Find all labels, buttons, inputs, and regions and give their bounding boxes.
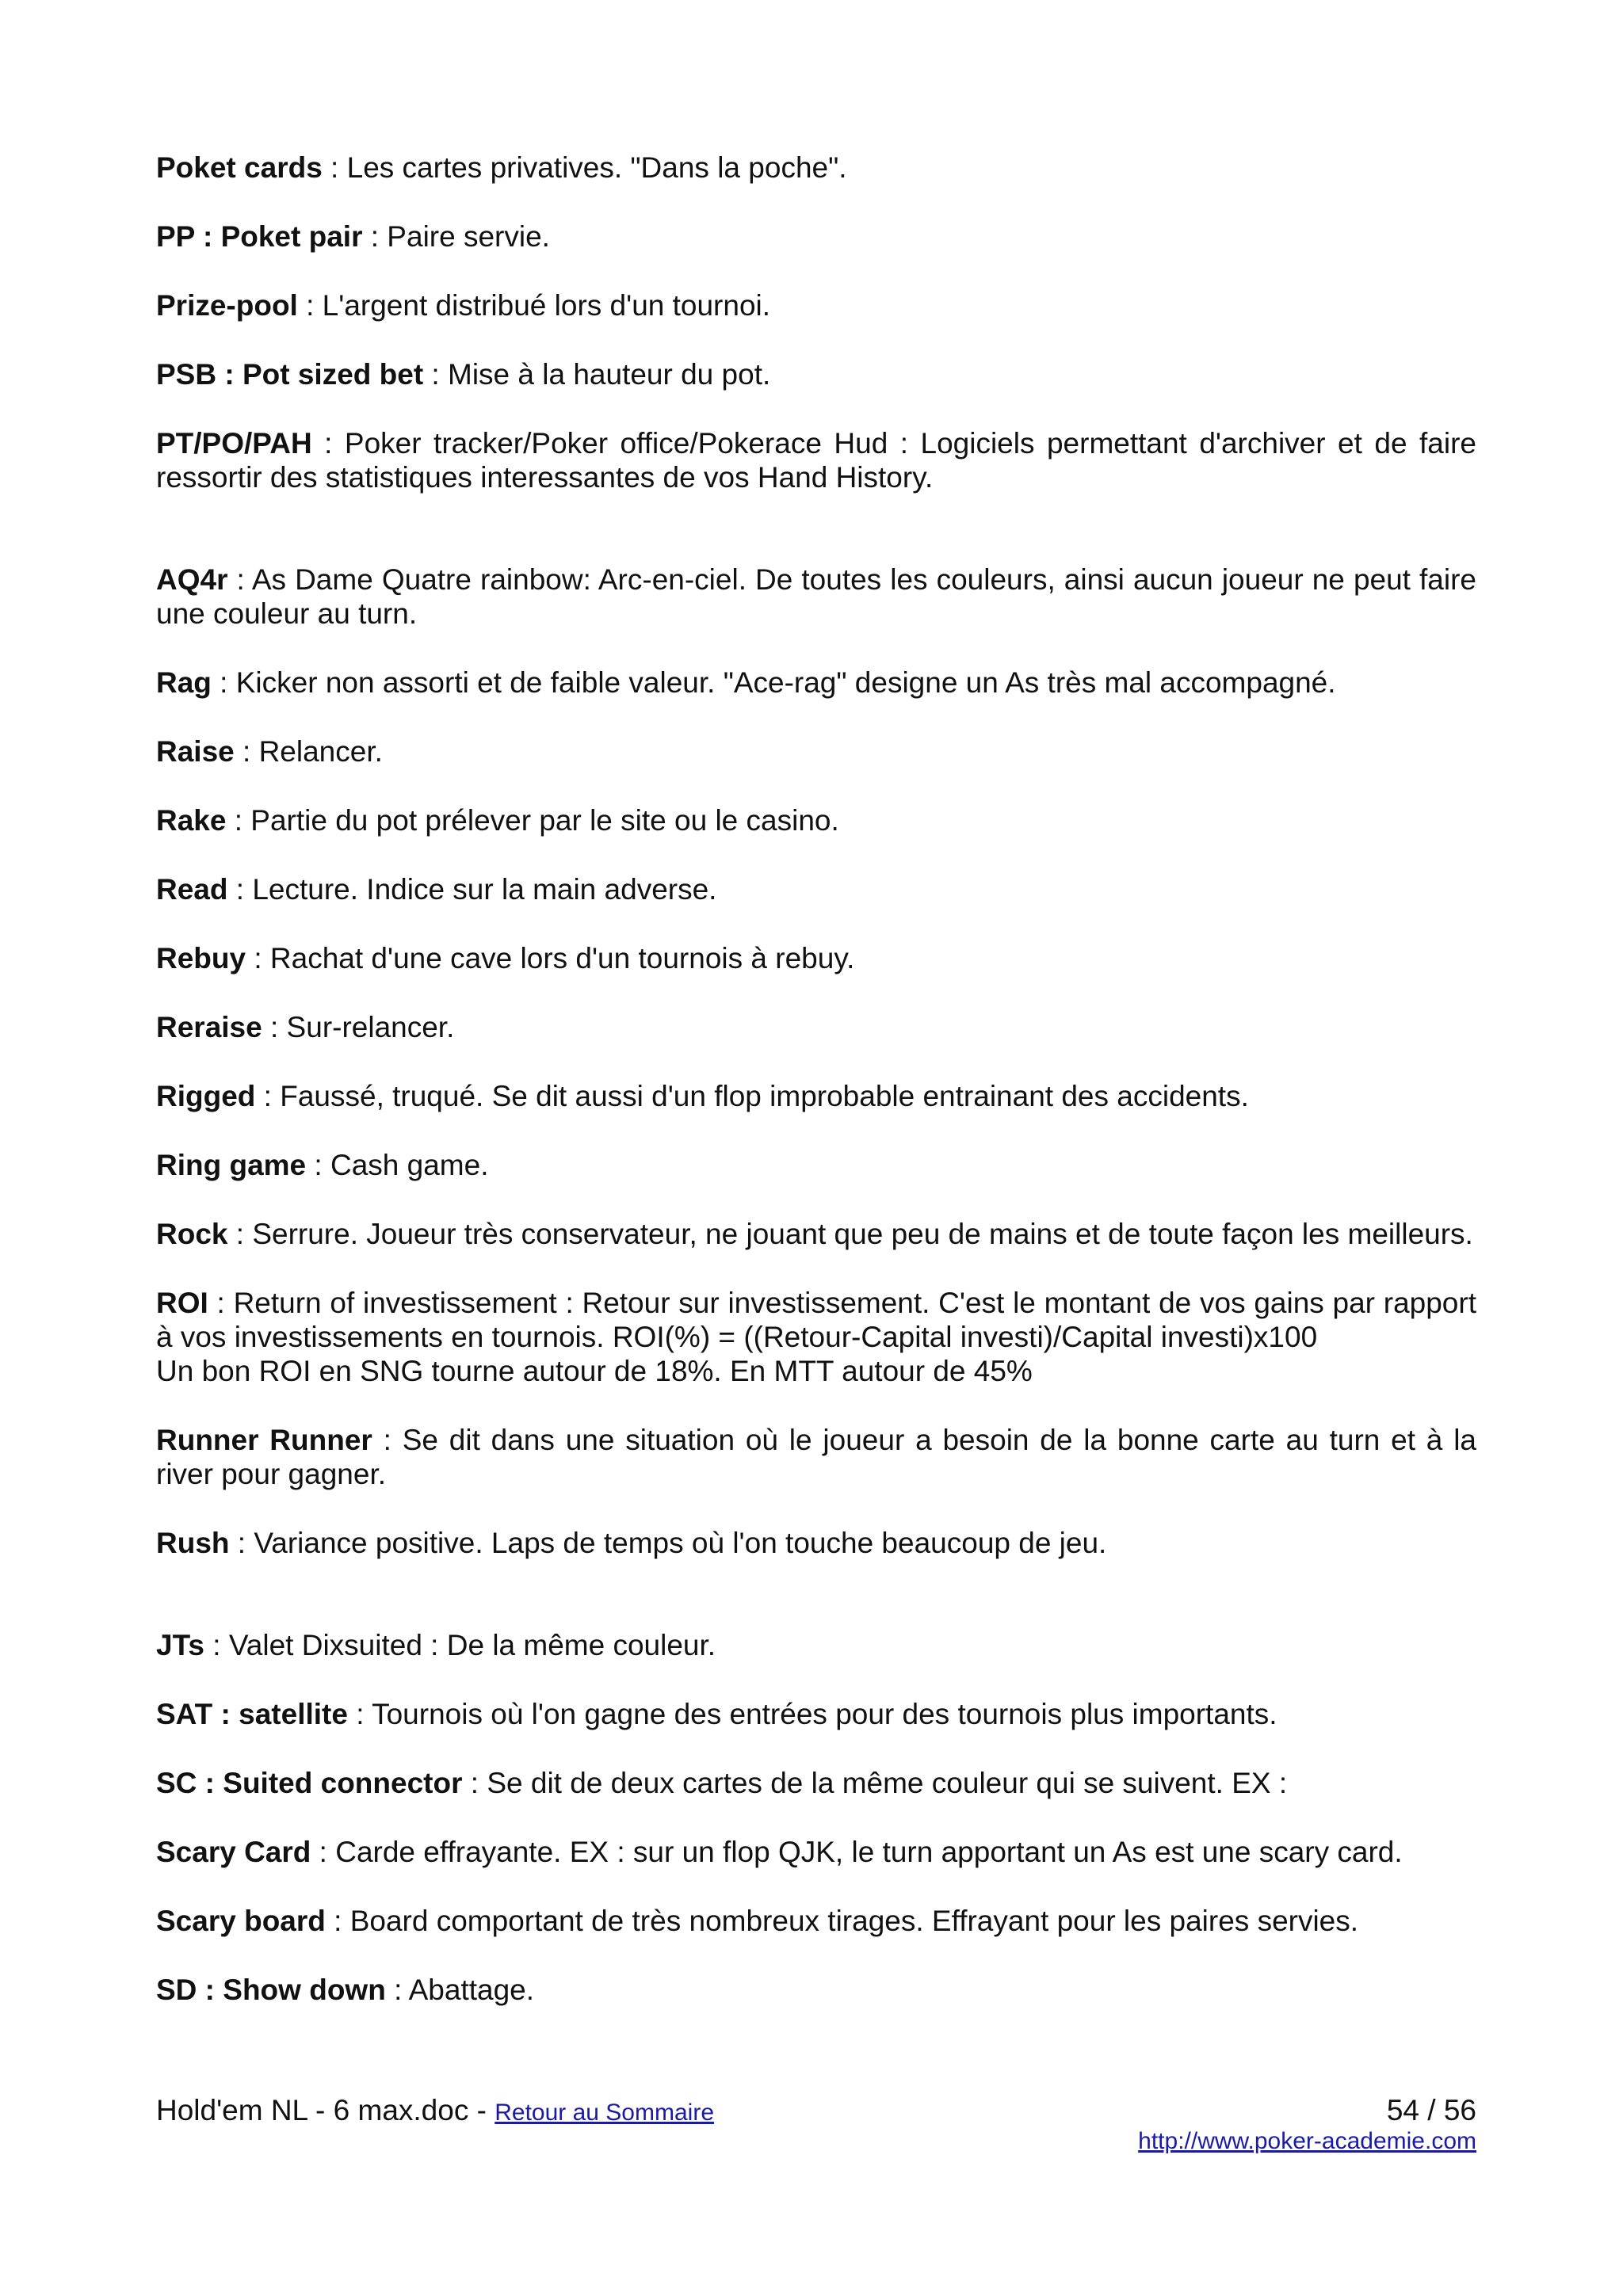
glossary-definition: : Se dit de deux cartes de la même couleur qui se suivent. EX : <box>462 1767 1288 1799</box>
glossary-definition: : Carde effrayante. EX : sur un flop QJK, le turn apportant un As est une scary card. <box>311 1836 1403 1868</box>
glossary-entry <box>156 1079 1476 1113</box>
glossary-term: PSB : Pot sized bet <box>156 358 424 391</box>
glossary-entry <box>156 734 1476 769</box>
glossary-term: Rigged <box>156 1080 256 1112</box>
glossary-term: Rag <box>156 666 212 699</box>
glossary-definition: : Variance positive. Laps de temps où l'on touche beaucoup de jeu. <box>229 1527 1107 1559</box>
glossary-entry <box>156 151 1476 185</box>
glossary-term: Rush <box>156 1527 230 1559</box>
glossary-entry <box>156 1904 1476 1938</box>
glossary-entry <box>156 1628 1476 1662</box>
glossary-definition: : As Dame Quatre rainbow: Arc-en-ciel. De toutes les couleurs, ainsi aucun joueur ne peut faire une couleur au turn. <box>156 563 1476 630</box>
glossary-definition: : Partie du pot prélever par le site ou le casino. <box>226 804 839 837</box>
glossary-entry <box>156 872 1476 906</box>
glossary-entry <box>156 666 1476 700</box>
glossary-entry <box>156 1835 1476 1869</box>
glossary-term: Scary Card <box>156 1836 311 1868</box>
glossary-entry <box>156 1766 1476 1800</box>
glossary-entry <box>156 288 1476 322</box>
glossary-definition: : Board comportant de très nombreux tirages. Effrayant pour les paires servies. <box>325 1905 1359 1937</box>
glossary-definition: : Les cartes privatives. "Dans la poche". <box>322 151 847 184</box>
glossary-entry <box>156 1286 1476 1388</box>
glossary-definition: : Mise à la hauteur du pot. <box>423 358 771 391</box>
glossary-definition: : Serrure. Joueur très conservateur, ne jouant que peu de mains et de toute façon les meilleurs. <box>227 1218 1473 1250</box>
glossary-definition: : Valet Dixsuited : De la même couleur. <box>204 1629 716 1661</box>
glossary-entry <box>156 1217 1476 1251</box>
glossary-term: Read <box>156 873 228 906</box>
glossary-entry <box>156 1423 1476 1491</box>
glossary-entry <box>156 803 1476 837</box>
site-link[interactable]: http://www.poker-academie.com <box>1138 2128 1476 2154</box>
glossary-entry <box>156 941 1476 975</box>
glossary-term: Ring game <box>156 1149 307 1181</box>
glossary-definition: : Cash game. <box>306 1149 489 1181</box>
glossary-definition: : Relancer. <box>234 735 383 768</box>
glossary-term: SC : Suited connector <box>156 1767 463 1799</box>
glossary-term: Reraise <box>156 1011 262 1043</box>
glossary-term: PT/PO/PAH <box>156 427 312 460</box>
page-number: 54 / 56 <box>1386 2094 1476 2126</box>
glossary-definition: : Rachat d'une cave lors d'un tournois à rebuy. <box>246 942 855 974</box>
glossary-definition: : Sur-relancer. <box>262 1011 455 1043</box>
glossary-entry <box>156 1148 1476 1182</box>
glossary-content <box>156 151 1476 2042</box>
glossary-definition-extra: Un bon ROI en SNG tourne autour de 18%. En MTT autour de 45% <box>156 1355 1033 1387</box>
glossary-term: JTs <box>156 1629 205 1661</box>
glossary-definition: : Se dit dans une situation où le joueur a besoin de la bonne carte au turn et à la river pour gagner. <box>156 1424 1476 1490</box>
glossary-term: Runner Runner <box>156 1424 372 1456</box>
glossary-term: Rebuy <box>156 942 246 974</box>
glossary-term: Rake <box>156 804 227 837</box>
page-footer <box>156 2093 1476 2164</box>
glossary-definition: : Return of investissement : Retour sur investissement. C'est le montant de vos gains par rapport à vos investissements en tournois. ROI(%) = ((Retour-Capital investi)/Capital investi)x100 <box>156 1287 1476 1353</box>
glossary-definition: : Tournois où l'on gagne des entrées pour des tournois plus importants. <box>347 1698 1277 1730</box>
footer-right <box>1138 2093 1476 2156</box>
glossary-definition: : Paire servie. <box>362 220 550 253</box>
glossary-entry <box>156 1973 1476 2007</box>
glossary-definition: : L'argent distribué lors d'un tournoi. <box>297 289 771 322</box>
glossary-entry <box>156 1697 1476 1731</box>
glossary-definition: : Faussé, truqué. Se dit aussi d'un flop improbable entrainant des accidents. <box>255 1080 1249 1112</box>
glossary-term: Scary board <box>156 1905 326 1937</box>
glossary-term: Prize-pool <box>156 289 298 322</box>
glossary-term: Rock <box>156 1218 228 1250</box>
footer-doc-title: Hold'em NL - 6 max.doc - <box>156 2094 495 2126</box>
glossary-entry <box>156 357 1476 391</box>
glossary-entry <box>156 563 1476 631</box>
glossary-entry <box>156 219 1476 254</box>
glossary-definition: : Poker tracker/Poker office/Pokerace Hud : Logiciels permettant d'archiver et de faire ressortir des statistiques interessantes de vos Hand History. <box>156 427 1476 494</box>
toc-link[interactable]: Retour au Sommaire <box>495 2100 715 2126</box>
glossary-definition: : Kicker non assorti et de faible valeur. "Ace-rag" designe un As très mal accompagné. <box>211 666 1336 699</box>
glossary-term: SAT : satellite <box>156 1698 348 1730</box>
glossary-entry <box>156 426 1476 494</box>
footer-doc-info <box>156 2093 714 2130</box>
glossary-definition: : Abattage. <box>385 1974 535 2006</box>
glossary-definition: : Lecture. Indice sur la main adverse. <box>227 873 717 906</box>
glossary-term: SD : Show down <box>156 1974 386 2006</box>
glossary-term: AQ4r <box>156 563 228 596</box>
glossary-term: PP : Poket pair <box>156 220 363 253</box>
glossary-term: Raise <box>156 735 235 768</box>
glossary-term: Poket cards <box>156 151 323 184</box>
glossary-entry <box>156 1010 1476 1044</box>
glossary-term: ROI <box>156 1287 208 1319</box>
glossary-entry <box>156 1526 1476 1560</box>
